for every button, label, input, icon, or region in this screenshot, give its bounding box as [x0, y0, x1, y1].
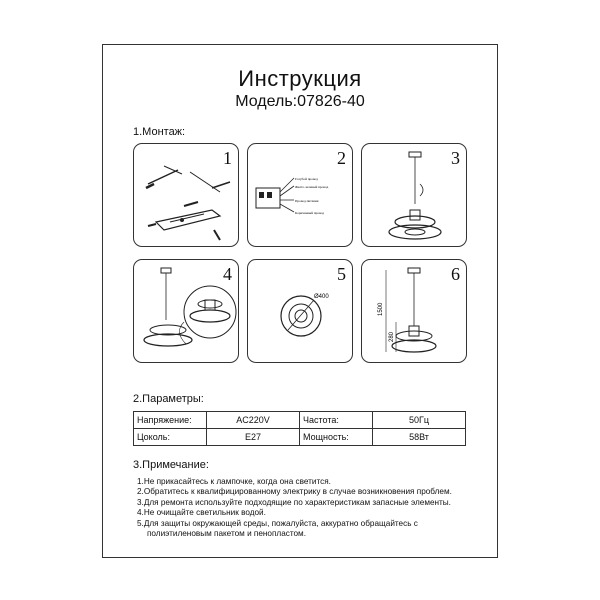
section-mounting-heading: 1.Монтаж: — [133, 126, 186, 138]
power-label: Мощность: — [299, 429, 372, 446]
wire-label-brown: Коричневый провод — [295, 211, 324, 215]
note-item: 4.Не очищайте светильник водой. — [137, 508, 266, 518]
table-row — [134, 429, 466, 446]
total-height-label: 1500 — [378, 302, 384, 316]
socket-value: E27 — [207, 429, 300, 446]
step-number: 6 — [451, 264, 460, 284]
step-panel-5 — [247, 259, 353, 363]
wire-label-blue: Голубой провод — [295, 177, 318, 181]
diameter-label: Ø400 — [314, 294, 329, 300]
voltage-label: Напряжение: — [134, 412, 207, 429]
page-title: Инструкция — [238, 66, 362, 91]
note-item: 2.Обратитесь к квалифицированному электрику в случае возникновения проблем. — [137, 487, 452, 497]
wire-label-power: Провод питания — [295, 199, 319, 203]
frequency-value: 50Гц — [373, 412, 466, 429]
frequency-label: Частота: — [299, 412, 372, 429]
section-notes-heading: 3.Примечание: — [133, 459, 209, 471]
step-number: 5 — [337, 264, 346, 284]
step-number: 4 — [223, 264, 232, 284]
note-item: 5.Для защиты окружающей среды, пожалуйста, аккуратно обращайтесь с — [137, 518, 418, 528]
step-panel-2 — [247, 143, 353, 247]
step-panel-4 — [133, 259, 239, 363]
wire-label-ground: Желто-зеленый провод — [295, 185, 329, 189]
note-item: 1.Не прикасайтесь к лампочке, когда она светится. — [137, 477, 331, 486]
note-item: полиэтиленовым пакетом и пенопластом. — [147, 529, 306, 539]
step-number: 3 — [451, 148, 460, 168]
socket-label: Цоколь: — [134, 429, 207, 446]
step-number: 2 — [337, 148, 346, 168]
power-value: 58Вт — [373, 429, 466, 446]
step-panel-1 — [133, 143, 239, 247]
lamp-height-label: 280 — [389, 331, 395, 342]
step-panel-3 — [361, 143, 467, 247]
parameters-table — [133, 411, 466, 446]
notes-list — [137, 477, 452, 539]
voltage-value: AC220V — [207, 412, 300, 429]
step-number: 1 — [223, 148, 232, 168]
note-item: 3.Для ремонта используйте подходящие по характеристикам запасные элементы. — [137, 497, 451, 507]
table-row — [134, 412, 466, 429]
model-number: Модель:07826-40 — [235, 93, 365, 110]
section-params-heading: 2.Параметры: — [133, 393, 204, 405]
step-panel-6 — [361, 259, 467, 363]
